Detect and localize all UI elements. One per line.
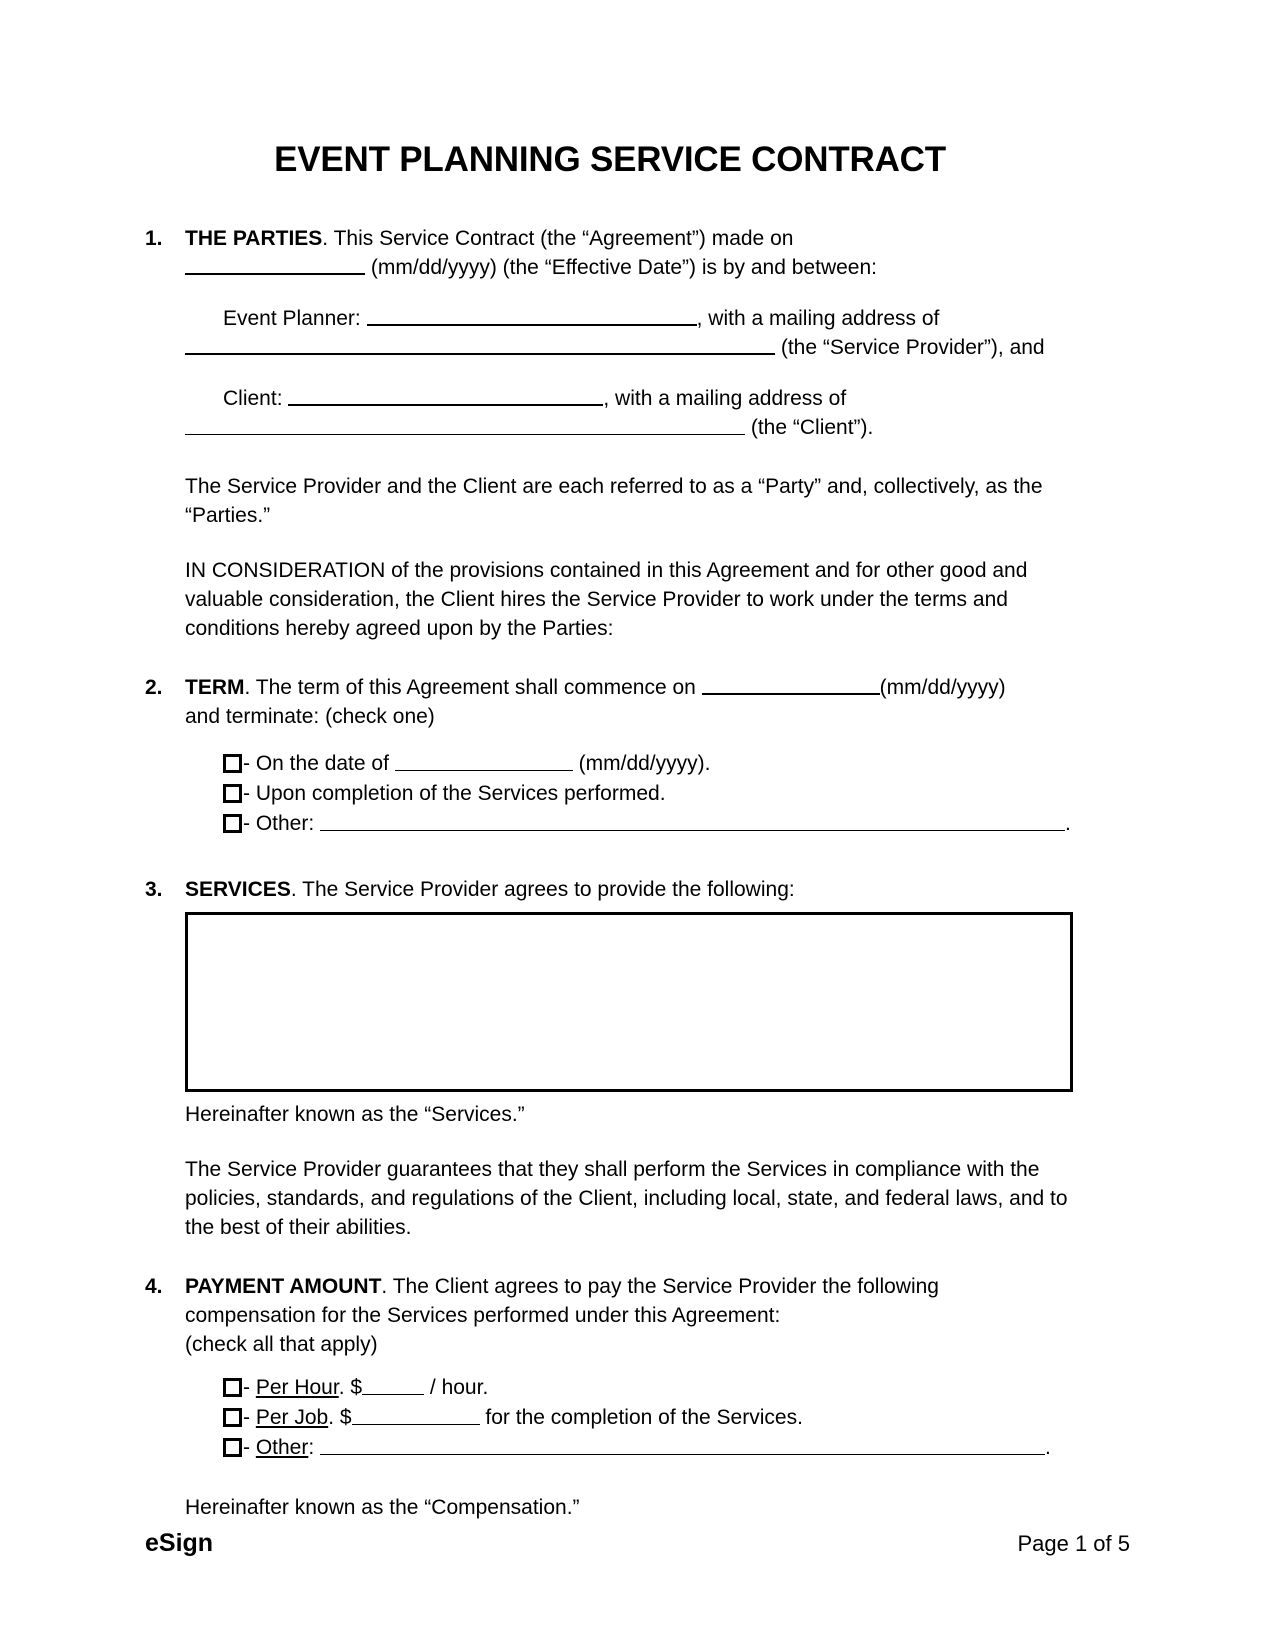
client-address-row [185,413,1075,442]
term-intro-c: and terminate: (check one) [185,705,435,728]
client-after: , with a mailing address of [603,387,847,410]
parties-intro-a: . This Service Contract (the “Agreement”) made on [322,227,794,250]
payment-option-0-mid: . $ [338,1376,363,1399]
client-name-input[interactable] [288,385,603,406]
clause-payment-amount [145,1272,1075,1359]
client-label: Client: [223,387,283,410]
clause-number-1: 1. [145,227,163,250]
services-description-textarea[interactable] [185,912,1073,1092]
clause-body-3 [185,875,1075,904]
payment-option-other-label [243,1433,1051,1463]
clause-body-2 [185,673,1075,731]
payment-option-2-dash: - [243,1436,256,1459]
term-option-upon-completion[interactable] [223,779,1075,809]
payment-options-group [223,1373,1075,1463]
payment-option-per-hour-label [243,1373,488,1403]
payment-option-1-mid: . $ [328,1406,352,1429]
term-intro-b: (mm/dd/yyyy) [879,676,1006,699]
term-commence-date-input[interactable] [702,674,880,695]
clause-number-2: 2. [145,676,163,699]
event-planner-address-input[interactable] [185,334,775,355]
services-hereinafter: Hereinafter known as the “Services.” [185,1103,525,1126]
term-on-date-input[interactable] [395,751,573,771]
term-option-on-date[interactable] [223,749,1075,779]
checkbox-payment-other[interactable] [223,1438,242,1457]
event-planner-name-input[interactable] [367,305,697,326]
payment-intro-c: (check all that apply) [185,1333,378,1356]
term-option-on-date-label [243,749,710,779]
payment-option-1-dash: - [243,1406,256,1429]
term-other-input[interactable] [320,811,1065,831]
client-suffix: (the “Client”). [750,416,874,439]
services-guarantee-paragraph: The Service Provider guarantees that they shall perform the Services in compliance with the policies, standards, and regulations of the Client, including local, state, and federal laws, and to the best of their abilities. [185,1158,1068,1239]
clause-heading-services: SERVICES [185,878,291,901]
payment-other-input[interactable] [320,1435,1045,1455]
payment-hereinafter: Hereinafter known as the “Compensation.” [185,1496,580,1519]
event-planner-address-row [185,333,1075,362]
page-title: EVENT PLANNING SERVICE CONTRACT [274,140,946,179]
checkbox-term-other[interactable] [223,814,242,833]
client-address-input[interactable] [185,415,745,435]
payment-option-1-suffix: for the completion of the Services. [485,1406,803,1429]
payment-option-1-label: Per Job [255,1406,329,1429]
checkbox-payment-per-job[interactable] [223,1408,242,1427]
event-planner-row [223,304,1075,333]
term-option-upon-completion-label: - Upon completion of the Services performed. [243,782,666,805]
parties-definition-paragraph: The Service Provider and the Client are each referred to as a “Party” and, collectively, as the “Parties.” [185,475,1043,527]
payment-option-per-hour[interactable] [223,1373,1075,1403]
term-options-group [223,749,1075,839]
client-row [223,384,1075,413]
effective-date-input[interactable] [185,254,365,275]
clause-services [145,875,1075,904]
event-planner-after: , with a mailing address of [696,307,940,330]
term-option-0-prefix: - On the date of [243,752,389,775]
payment-per-job-input[interactable] [352,1405,480,1425]
document-content [145,0,1075,1522]
checkbox-payment-per-hour[interactable] [223,1378,242,1397]
term-option-2-prefix: - Other: [243,812,315,835]
payment-intro-b: compensation for the Services performed under this Agreement: [185,1304,781,1327]
parties-intro-b: (mm/dd/yyyy) (the “Effective Date”) is by and between: [370,256,877,279]
payment-option-per-job-label [243,1403,803,1433]
payment-option-2-mid: : [308,1436,315,1459]
payment-intro-a: . The Client agrees to pay the Service Provider the following [381,1275,939,1298]
checkbox-term-on-date[interactable] [223,754,242,773]
term-option-other[interactable] [223,809,1075,839]
clause-heading-term: TERM [185,676,245,699]
consideration-paragraph: IN CONSIDERATION of the provisions contained in this Agreement and for other good and valuable consideration, the Client hires the Service Provider to work under the terms and conditions hereby agreed upon by the Parties: [185,559,1028,640]
term-intro-a: . The term of this Agreement shall commence on [244,676,696,699]
clause-body-4 [185,1272,1075,1359]
term-option-2-suffix: . [1065,812,1071,835]
service-provider-suffix: (the “Service Provider”), and [780,336,1045,359]
checkbox-term-upon-completion[interactable] [223,784,242,803]
term-option-0-suffix: (mm/dd/yyyy). [578,752,711,775]
services-intro: . The Service Provider agrees to provide the following: [290,878,795,901]
payment-option-0-label: Per Hour [255,1376,339,1399]
clause-the-parties [145,224,1075,282]
payment-option-0-dash: - [243,1376,256,1399]
event-planner-label: Event Planner: [223,307,361,330]
payment-option-2-suffix: . [1045,1436,1051,1459]
clause-number-3: 3. [145,878,163,901]
footer-page-number: Page 1 of 5 [1017,1531,1130,1556]
clause-heading-parties: THE PARTIES [185,227,323,250]
clause-number-4: 4. [145,1275,163,1298]
payment-option-0-suffix: / hour. [429,1376,489,1399]
clause-body-1 [185,224,1075,282]
payment-per-hour-input[interactable] [362,1375,424,1395]
payment-option-per-job[interactable] [223,1403,1075,1433]
payment-option-other[interactable] [223,1433,1075,1463]
page-footer [145,1529,1130,1558]
clause-term [145,673,1075,731]
clause-heading-payment: PAYMENT AMOUNT [185,1275,382,1298]
term-option-other-label [243,809,1071,839]
payment-option-2-label: Other [255,1436,309,1459]
footer-brand-esign: eSign [145,1529,214,1557]
